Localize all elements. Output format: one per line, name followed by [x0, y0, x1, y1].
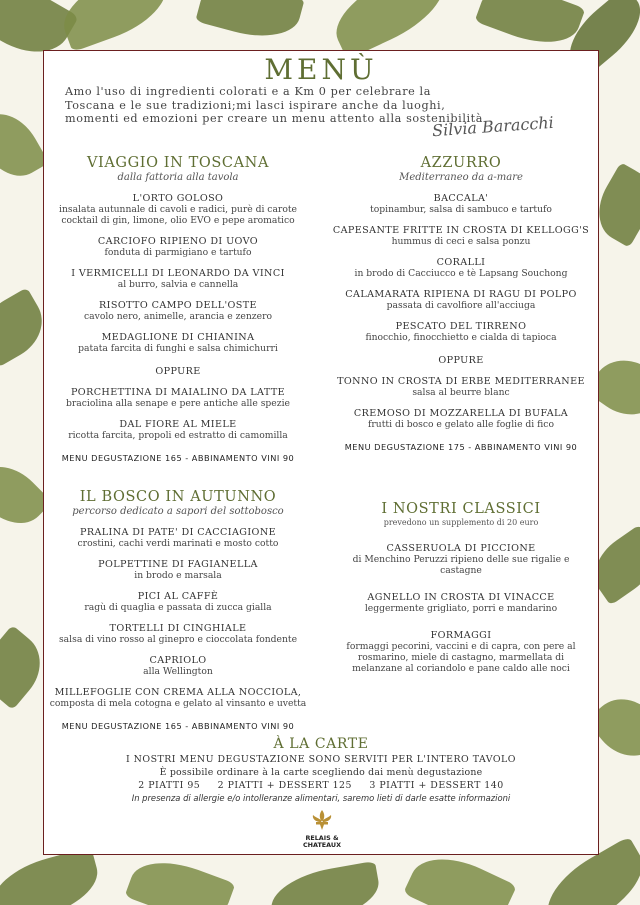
dish-name: MILLEFOGLIE CON CREMA ALLA NOCCIOLA,	[54, 687, 302, 698]
dish	[44, 387, 312, 409]
dish	[44, 559, 312, 581]
dish	[44, 300, 312, 322]
dish-desc: composta di mela cotogna e gelato al vinsanto e uvetta	[49, 698, 307, 709]
dish	[332, 376, 590, 398]
intro-text: Amo l'uso di ingredienti colorati e a Km 0 per celebrare la Toscana e le sue tradizioni;mi lasci ispirare anche da luoghi, momenti ed emozioni per creare un menu attento alla sostenibilità	[65, 85, 484, 125]
dish-name: I VERMICELLI DI LEONARDO DA VINCI	[71, 268, 285, 279]
section-subtitle: prevedono un supplemento di 20 euro	[383, 518, 539, 527]
dish-desc: salsa al beurre blanc	[412, 387, 510, 398]
dish	[332, 289, 590, 311]
dish-name: RISOTTO CAMPO DELL'OSTE	[99, 300, 257, 311]
dish-name: PESCATO DEL TIRRENO	[395, 321, 527, 332]
dish-desc: ricotta farcita, propoli ed estratto di camomilla	[68, 430, 288, 441]
dish-name: CORALLI	[436, 257, 486, 268]
dish	[44, 236, 312, 258]
allergy-note: In presenza di allergie e/o intolleranze alimentari, saremo lieti di darle esatte informazioni	[131, 793, 511, 803]
dish-name: CALAMARATA RIPIENA DI RAGU DI POLPO	[345, 289, 577, 300]
section-classici	[332, 501, 590, 674]
section-subtitle: percorso dedicato a sapori del sottobosco	[72, 506, 284, 517]
dish	[44, 527, 312, 549]
dish-desc: al burro, salvia e cannella	[117, 279, 239, 290]
dish	[332, 321, 590, 343]
dish-name: DAL FIORE AL MIELE	[119, 419, 237, 430]
dish-desc: di Menchino Peruzzi ripieno delle sue rigalie e castagne	[352, 554, 570, 576]
section-carte	[44, 736, 598, 803]
tasting-price: MENU DEGUSTAZIONE 165 - ABBINAMENTO VINI 90	[61, 453, 295, 463]
dish-desc: braciolina alla senape e pere antiche alle spezie	[66, 398, 290, 409]
logo-text: CHATEAUX	[302, 841, 342, 849]
dish-desc: finocchio, finocchietto e cialda di tapioca	[365, 332, 557, 343]
dish-name: TORTELLI DI CINGHIALE	[109, 623, 247, 634]
dish-name: CARCIOFO RIPIENO DI UOVO	[97, 236, 259, 247]
dish	[44, 623, 312, 645]
chef-signature: Silvia Baracchi	[431, 112, 555, 141]
dish-name: CASSERUOLA DI PICCIONE	[386, 543, 536, 554]
dish	[44, 591, 312, 613]
section-azzurro	[332, 155, 590, 452]
section-title: IL BOSCO IN AUTUNNO	[79, 489, 277, 505]
dish-name: L'ORTO GOLOSO	[132, 193, 224, 204]
dish-name: TONNO IN CROSTA DI ERBE MEDITERRANEE	[337, 376, 585, 387]
dish	[332, 193, 590, 215]
dish	[332, 257, 590, 279]
dish-name: POLPETTINE DI FAGIANELLA	[98, 559, 258, 570]
carte-note: I NOSTRI MENU DEGUSTAZIONE SONO SERVITI PER L'INTERO TAVOLO	[126, 754, 516, 765]
section-title: À LA CARTE	[273, 736, 369, 752]
dish-name: AGNELLO IN CROSTA DI VINACCE	[367, 592, 555, 603]
section-title: VIAGGIO IN TOSCANA	[86, 155, 270, 171]
dish	[332, 408, 590, 430]
section-title: AZZURRO	[420, 155, 502, 171]
relais-chateaux-logo	[297, 809, 347, 849]
dish-desc: hummus di ceci e salsa ponzu	[391, 236, 531, 247]
section-subtitle: dalla fattoria alla tavola	[117, 172, 239, 183]
section-bosco	[44, 489, 312, 731]
dish-desc: salsa di vino rosso al ginepro e cioccolata fondente	[58, 634, 298, 645]
dish-desc: passata di cavolfiore all'acciuga	[386, 300, 536, 311]
section-viaggio	[44, 155, 312, 463]
dish-desc: fonduta di parmigiano e tartufo	[104, 247, 252, 258]
dish-name: PORCHETTINA DI MAIALINO DA LATTE	[70, 387, 286, 398]
dish	[44, 419, 312, 441]
dish-name: PICI AL CAFFÈ	[137, 591, 219, 602]
dish	[332, 592, 590, 614]
menu-title: MENÙ	[264, 53, 378, 86]
carte-note: È possibile ordinare à la carte scegliendo dai menù degustazione	[159, 767, 483, 778]
dish-desc: formaggi pecorini, vaccini e di capra, con pere al rosmarino, miele di castagno, marmellata di melanzane al coriandolo e pane caldo alle noci	[346, 641, 576, 674]
dish-name: CAPRIOLO	[149, 655, 207, 666]
fleur-de-lis-icon	[309, 809, 335, 831]
dish-name: CREMOSO DI MOZZARELLA DI BUFALA	[353, 408, 569, 419]
dish-desc: frutti di bosco e gelato alle foglie di fico	[368, 419, 554, 430]
dish-name: BACCALA'	[433, 193, 489, 204]
dish-desc: alla Wellington	[143, 666, 213, 677]
dish	[44, 268, 312, 290]
logo-text: RELAIS &	[305, 834, 339, 842]
dish-name: MEDAGLIONE DI CHIANINA	[101, 332, 255, 343]
dish-name: CAPESANTE FRITTE IN CROSTA DI KELLOGG'S	[332, 225, 590, 236]
dish-desc: patata farcita di funghi e salsa chimichurri	[78, 343, 278, 354]
dish-desc: in brodo e marsala	[134, 570, 222, 581]
tasting-price: MENU DEGUSTAZIONE 165 - ABBINAMENTO VINI 90	[61, 721, 295, 731]
dish-desc: insalata autunnale di cavoli e radici, purè di carote cocktail di gin, limone, olio EVO e pepe aromatico	[59, 204, 297, 226]
dish	[44, 193, 312, 226]
section-subtitle: Mediterraneo da a-mare	[399, 172, 523, 183]
dish	[44, 655, 312, 677]
carte-prices: 2 PIATTI 95 2 PIATTI + DESSERT 125 3 PIATTI + DESSERT 140	[138, 780, 504, 791]
dish-name: FORMAGGI	[430, 630, 492, 641]
oppure-label: OPPURE	[155, 366, 201, 377]
dish	[44, 332, 312, 354]
tasting-price: MENU DEGUSTAZIONE 175 - ABBINAMENTO VINI 90	[344, 442, 578, 452]
menu-card	[43, 50, 599, 855]
section-title: I NOSTRI CLASSICI	[381, 501, 541, 517]
dish	[44, 687, 312, 709]
dish-desc: cavolo nero, animelle, arancia e zenzero	[84, 311, 272, 322]
oppure-label: OPPURE	[438, 355, 484, 366]
dish-desc: leggermente grigliato, porri e mandarino	[364, 603, 558, 614]
dish-desc: topinambur, salsa di sambuco e tartufo	[370, 204, 552, 215]
dish	[332, 543, 590, 576]
dish-desc: ragù di quaglia e passata di zucca gialla	[84, 602, 272, 613]
dish-name: PRALINA DI PATE' DI CACCIAGIONE	[79, 527, 277, 538]
dish-desc: crostini, cachi verdi marinati e mosto cotto	[77, 538, 279, 549]
dish	[332, 225, 590, 247]
dish-desc: in brodo di Cacciucco e tè Lapsang Souchong	[354, 268, 568, 279]
dish	[332, 630, 590, 674]
